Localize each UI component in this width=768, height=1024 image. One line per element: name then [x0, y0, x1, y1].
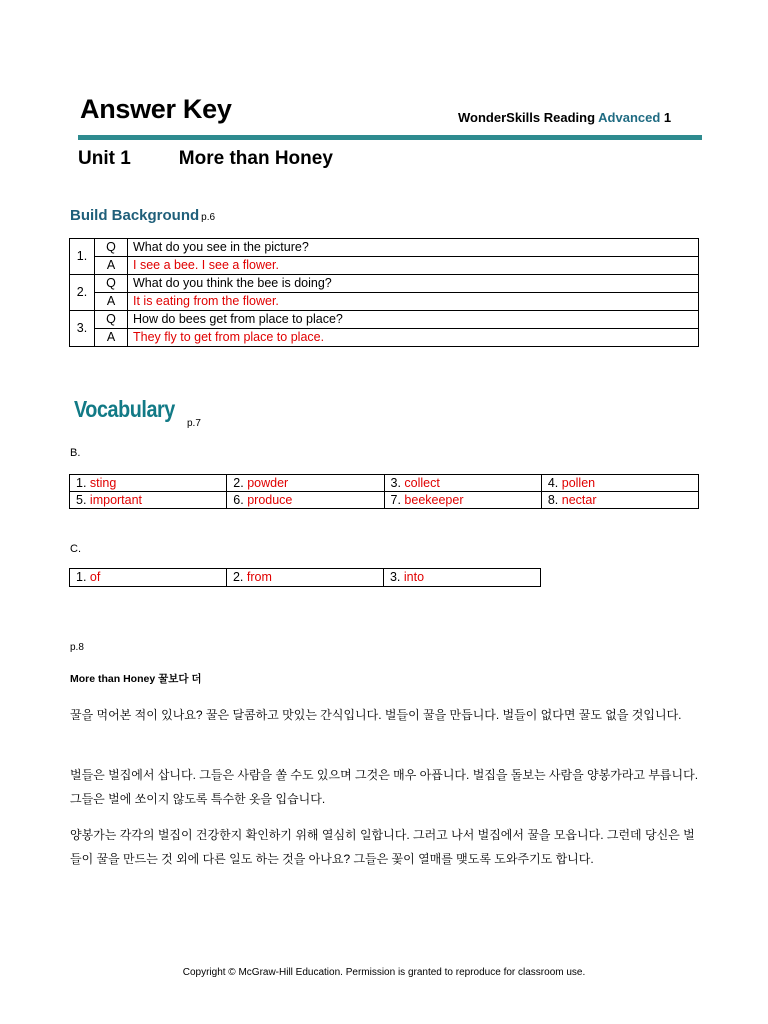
vocab-cell: 3. collect [384, 475, 541, 492]
copyright-footer: Copyright © McGraw-Hill Education. Permission is granted to reproduce for classroom use. [182, 967, 586, 978]
vocab-cell: 1. sting [70, 475, 227, 492]
question-number: 2. [70, 275, 95, 311]
answer-text: I see a bee. I see a flower. [128, 257, 699, 275]
unit-label: Unit 1 [78, 148, 131, 169]
translation-subtitle: More than Honey 꿀보다 더 [70, 673, 202, 685]
a-label: A [95, 257, 128, 275]
q-label: Q [95, 275, 128, 293]
series-label [458, 110, 671, 125]
vocabulary-b-table [69, 474, 699, 509]
question-text: What do you think the bee is doing? [128, 275, 699, 293]
table-row [70, 239, 699, 257]
table-row [70, 293, 699, 311]
vocab-cell: 8. nectar [541, 492, 698, 509]
vocab-cell: 6. produce [227, 492, 384, 509]
translation-paragraph: 꿀을 먹어본 적이 있나요? 꿀은 달콤하고 맛있는 간식입니다. 벌들이 꿀을 만듭니다. 벌들이 없다면 꿀도 없을 것입니다. [70, 708, 682, 722]
question-number: 1. [70, 239, 95, 275]
unit-heading [78, 148, 333, 170]
translation-paragraph: 벌들은 벌집에서 삽니다. 그들은 사람을 쏠 수도 있으며 그것은 매우 아픕니다. 벌집을 돌보는 사람을 양봉가라고 부릅니다. 그들은 벌에 쏘이지 않도록 특수한 옷을 입습니다. [70, 768, 699, 806]
build-background-title: Build Background [70, 207, 200, 224]
translation-page: p.8 [70, 642, 84, 653]
series-number: 1 [663, 110, 672, 125]
table-row [70, 475, 699, 492]
page-title: Answer Key [80, 94, 232, 124]
translation-paragraph: 양봉가는 각각의 벌집이 건강한지 확인하기 위해 열심히 일합니다. 그러고 나서 벌집에서 꿀을 모읍니다. 그런데 당신은 벌들이 꿀을 만드는 것 외에 다른 일도 하는 것을 아나요? 그들은 꽃이 열매를 맺도록 도와주기도 합니다. [70, 828, 695, 866]
series-prefix: WonderSkills Reading [458, 110, 596, 125]
table-row [70, 569, 541, 587]
question-text: How do bees get from place to place? [128, 311, 699, 329]
answer-text: It is eating from the flower. [128, 293, 699, 311]
vocab-cell: 2. from [226, 569, 383, 587]
a-label: A [95, 329, 128, 347]
vocabulary-heading: Vocabulary [74, 396, 175, 422]
question-number: 3. [70, 311, 95, 347]
vocab-cell: 4. pollen [541, 475, 698, 492]
table-row [70, 329, 699, 347]
table-row [70, 311, 699, 329]
table-row [70, 257, 699, 275]
header-rule [78, 135, 702, 140]
q-label: Q [95, 239, 128, 257]
vocab-cell: 3. into [383, 569, 540, 587]
vocab-cell: 2. powder [227, 475, 384, 492]
vocab-cell: 5. important [70, 492, 227, 509]
section-b-label: B. [70, 447, 81, 459]
vocabulary-page: p.7 [187, 418, 201, 429]
series-level: Advanced [598, 110, 661, 125]
table-row [70, 492, 699, 509]
a-label: A [95, 293, 128, 311]
answer-text: They fly to get from place to place. [128, 329, 699, 347]
vocabulary-c-table [69, 568, 541, 587]
build-background-heading [70, 207, 215, 224]
build-background-table [69, 238, 699, 347]
section-c-label: C. [70, 543, 81, 555]
question-text: What do you see in the picture? [128, 239, 699, 257]
build-background-page: p.6 [201, 212, 216, 223]
vocab-cell: 7. beekeeper [384, 492, 541, 509]
table-row [70, 275, 699, 293]
vocab-cell: 1. of [70, 569, 227, 587]
q-label: Q [95, 311, 128, 329]
unit-title: More than Honey [178, 148, 333, 169]
